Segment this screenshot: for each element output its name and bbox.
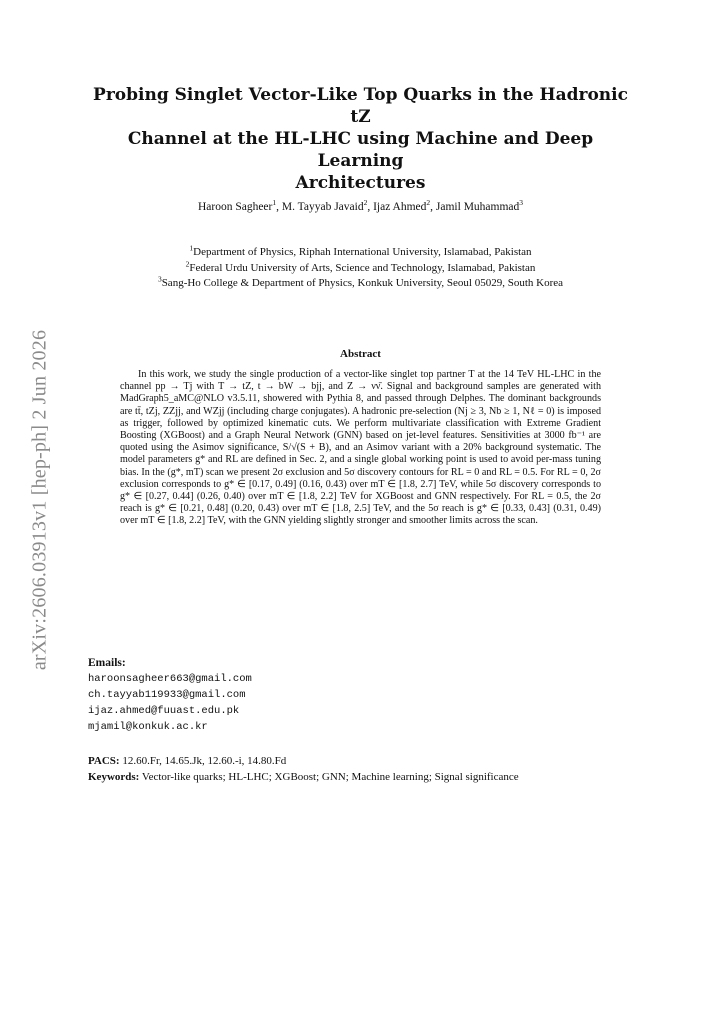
affiliation-mark: 2 — [185, 258, 190, 268]
affiliation-text: Department of Physics, Riphah International University, Islamabad, Pakistan — [193, 246, 532, 258]
email-address[interactable]: haroonsagheer663@gmail.com — [88, 673, 252, 685]
email-address[interactable]: mjamil@konkuk.ac.kr — [88, 721, 208, 733]
affiliation — [80, 276, 641, 292]
arxiv-identifier: arXiv:2606.03913v1 [hep-ph] 2 Jun 2026 — [28, 329, 51, 671]
author-affiliation-mark: 3 — [519, 198, 524, 208]
email-address[interactable]: ch.tayyab119933@gmail.com — [88, 689, 246, 701]
author-name: M. Tayyab Javaid — [281, 201, 364, 213]
pacs-line — [88, 754, 633, 769]
affiliation-mark: 3 — [157, 274, 162, 284]
title-line-2: Channel at the HL-LHC using Machine and Deep Learning — [127, 129, 594, 171]
pacs-codes: 12.60.Fr, 14.65.Jk, 12.60.-i, 14.80.Fd — [122, 755, 287, 767]
affiliation — [80, 258, 641, 277]
abstract-text: In this work, we study the single production of a vector-like singlet top partner T at the 14 TeV HL-LHC in the channel pp → Tj with T → tZ, t → bW → bjj, and Z → νν̄. Signal and background samples are generated with MadGraph5_aMC@NLO v3.5.11, showered with Pythia 8, and passed through Delphes. The dominant backgrounds are tt̄, tZj, ZZjj, and WZjj (including charge conjugates). A hadronic pre-selection (Nj ≥ 3, Nb ≥ 1, Nℓ = 0) is imposed as trigger, followed by optimized kinematic cuts. We perform multivariate classification with Extreme Gradient Boosting (XGBoost) and a Graph Neural Network (GNN) based on jet-level features. Sensitivities at 3000 fb⁻¹ are quoted using the Asimov significance, S/√(S + B), and an Asimov variant with a 20% background systematic. The model parameters g* and RL are defined in Sec. 2, and a single global working point is used to avoid per-mass tuning bias. In the (g*, mT) scan we present 2σ exclusion and 5σ discovery contours for RL = 0 and RL = 0.5. For RL = 0, 2σ exclusion corresponds to g* ∈ [0.17, 0.49] (0.16, 0.43) over mT ∈ [1.8, 2.7] TeV, while 5σ discovery corresponds to g* ∈ [0.27, 0.44] (0.26, 0.40) over mT ∈ [1.8, 2.2] TeV for XGBoost and GNN respectively. For RL = 0.5, the 2σ reach is g* ∈ [0.21, 0.48] (0.20, 0.43) over mT ∈ [1.8, 2.5] TeV, and the 5σ reach is g* ∈ [0.33, 0.43] (0.31, 0.49) over mT ∈ [1.8, 2.2] TeV, with the GNN yielding slightly stronger and smoother limits across the scan. — [120, 369, 601, 527]
author-name: Jamil Muhammad — [435, 201, 520, 213]
arxiv-identifier-stamp — [25, 300, 55, 700]
title-line-1: Probing Singlet Vector-Like Top Quarks in the Hadronic tZ — [93, 85, 628, 127]
author-affiliation-mark: 2 — [363, 198, 368, 208]
author-name: Ijaz Ahmed — [373, 201, 427, 213]
affiliation — [80, 245, 641, 261]
author-affiliation-mark: 2 — [426, 198, 431, 208]
email-address[interactable]: ijaz.ahmed@fuuast.edu.pk — [88, 705, 240, 717]
paper-title — [88, 84, 633, 194]
keywords-label: Keywords: — [88, 771, 140, 783]
keywords-line — [88, 770, 633, 785]
affiliation-mark: 1 — [189, 243, 194, 253]
pacs-label: PACS: — [88, 755, 120, 767]
keywords-text: Vector-like quarks; HL-LHC; XGBoost; GNN; Machine learning; Signal significance — [141, 771, 519, 783]
abstract-heading: Abstract — [340, 348, 381, 360]
emails-label: Emails: — [88, 657, 126, 669]
author-list: Haroon Sagheer$^1$, M. Tayyab Javaid$^2$, Ijaz Ahmed$^2$, Jamil Muhammad$^3$ — [197, 198, 524, 213]
author-name: Haroon Sagheer — [197, 201, 273, 213]
affiliation-text: Federal Urdu University of Arts, Science and Technology, Islamabad, Pakistan — [189, 261, 536, 274]
author-affiliation-mark: 1 — [272, 198, 277, 208]
affiliation-list — [80, 245, 641, 292]
title-line-3: Architectures — [295, 173, 426, 193]
affiliation-text: Sang-Ho College & Department of Physics, Konkuk University, Seoul 05029, South Korea — [161, 277, 564, 289]
email-section — [88, 655, 488, 735]
